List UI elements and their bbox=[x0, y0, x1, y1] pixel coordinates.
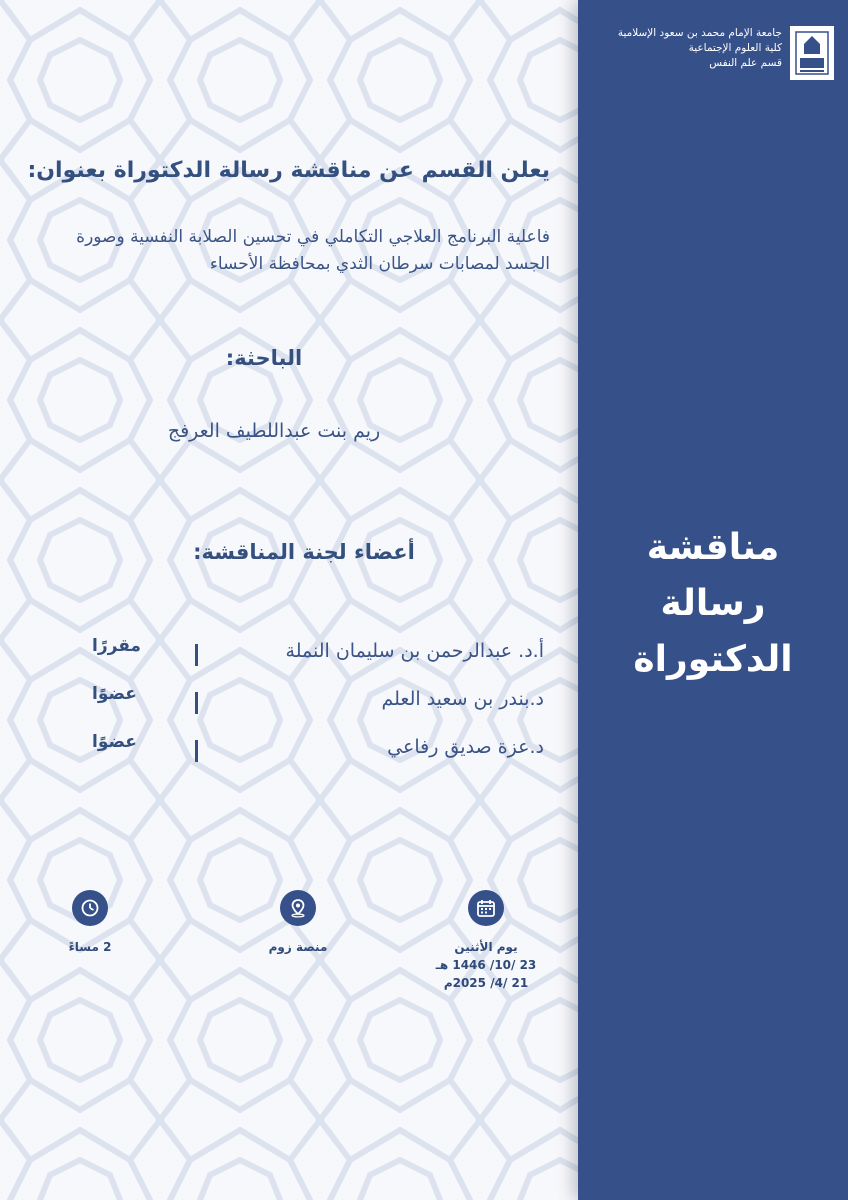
committee-member bbox=[0, 732, 578, 770]
member-separator bbox=[195, 740, 198, 762]
university-logo bbox=[790, 26, 834, 80]
clock-icon bbox=[72, 890, 108, 926]
committee-label: أعضاء لجنة المناقشة: bbox=[193, 540, 415, 564]
university-name: جامعة الإمام محمد بن سعود الإسلامية bbox=[617, 27, 782, 39]
member-name: د.عزة صديق رفاعي bbox=[387, 736, 544, 758]
date-gregorian: 21 /4/ 2025م bbox=[443, 976, 529, 990]
member-name: أ.د. عبدالرحمن بن سليمان النملة bbox=[285, 640, 544, 662]
date-day: يوم الأثنين bbox=[454, 940, 518, 954]
member-name: د.بندر بن سعيد العلم bbox=[381, 688, 544, 710]
member-role: عضوًا bbox=[92, 684, 137, 704]
date-info bbox=[416, 890, 556, 992]
side-title-line1: مناقشة bbox=[646, 527, 780, 568]
thesis-title: فاعلية البرنامج العلاجي التكاملي في تحسين الصلابة النفسية وصورة الجسد لمصابات سرطان الثدي بمحافظة الأحساء bbox=[76, 227, 550, 274]
side-panel bbox=[578, 0, 848, 1200]
calendar-icon bbox=[468, 890, 504, 926]
member-separator bbox=[195, 644, 198, 666]
location-pin-icon bbox=[280, 890, 316, 926]
university-text bbox=[618, 26, 782, 71]
member-separator bbox=[195, 692, 198, 714]
date-hijri: 23 /10/ 1446 هـ bbox=[435, 958, 537, 972]
date-text bbox=[436, 938, 537, 992]
location-info bbox=[228, 890, 368, 956]
department-name: قسم علم النفس bbox=[709, 57, 782, 69]
time-text: 2 مساءً bbox=[68, 940, 112, 954]
side-title-line2: رسالة الدكتوراة bbox=[633, 583, 793, 680]
location-text: منصة زوم bbox=[268, 940, 328, 954]
member-role: عضوًا bbox=[92, 732, 137, 752]
college-name: كلية العلوم الإجتماعية bbox=[688, 42, 782, 54]
committee-member bbox=[0, 636, 578, 674]
researcher-name: ريم بنت عبداللطيف العرفج bbox=[167, 420, 381, 442]
time-info bbox=[20, 890, 160, 956]
side-title bbox=[578, 520, 848, 688]
announcement-heading: يعلن القسم عن مناقشة رسالة الدكتوراة بعنوان: bbox=[27, 158, 550, 183]
committee-member bbox=[0, 684, 578, 722]
member-role: مقررًا bbox=[92, 636, 141, 656]
university-header bbox=[618, 26, 834, 80]
researcher-label: الباحثة: bbox=[225, 346, 303, 370]
